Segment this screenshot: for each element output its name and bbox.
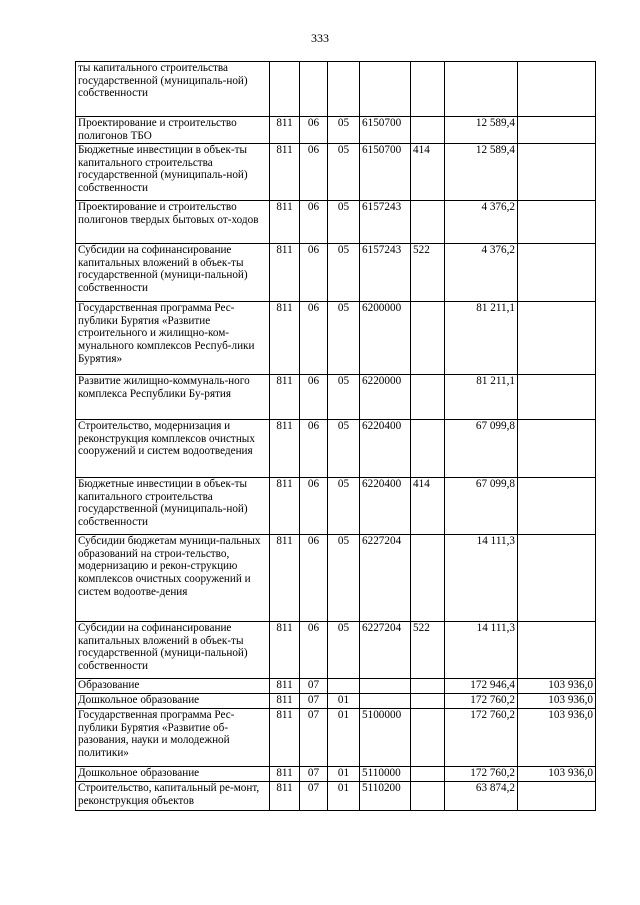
item-name-cell: ты капитального строительства государственной (муниципаль-ной) собственности xyxy=(76,62,270,117)
subsection-code-cell xyxy=(328,679,360,694)
item-name-cell: Строительство, капитальный ре-монт, реконструкция объектов xyxy=(76,782,270,811)
item-name-cell: Проектирование и строительство полигонов ТБО xyxy=(76,117,270,144)
section-code-cell: 07 xyxy=(300,694,328,709)
expense-type-cell xyxy=(411,302,445,375)
item-name-cell: Строительство, модернизация и реконструкция комплексов очистных сооружений и систем водоотведения xyxy=(76,420,270,478)
expense-type-cell: 414 xyxy=(411,144,445,201)
table-row xyxy=(76,767,596,782)
table-row xyxy=(76,535,596,622)
table-row xyxy=(76,62,596,117)
target-article-cell xyxy=(360,62,411,117)
section-code-cell: 06 xyxy=(300,375,328,420)
table-row xyxy=(76,375,596,420)
expense-type-cell: 414 xyxy=(411,478,445,535)
amount-cell: 4 376,2 xyxy=(445,201,518,244)
amount-secondary-cell: 103 936,0 xyxy=(518,694,596,709)
table-row xyxy=(76,420,596,478)
subsection-code-cell: 05 xyxy=(328,244,360,302)
item-name-cell: Бюджетные инвестиции в объек-ты капитального строительства государственной (муниципаль-ной) собственности xyxy=(76,144,270,201)
ministry-code-cell: 811 xyxy=(270,535,300,622)
amount-cell: 12 589,4 xyxy=(445,117,518,144)
target-article-cell: 6157243 xyxy=(360,244,411,302)
section-code-cell: 06 xyxy=(300,302,328,375)
amount-cell: 14 111,3 xyxy=(445,535,518,622)
expense-type-cell xyxy=(411,375,445,420)
amount-secondary-cell xyxy=(518,201,596,244)
item-name-cell: Государственная программа Рес-публики Бурятия «Развитие строительного и жилищно-ком-мунального комплексов Респуб-лики Бурятия» xyxy=(76,302,270,375)
expense-type-cell xyxy=(411,694,445,709)
item-name-cell: Субсидии бюджетам муници-пальных образований на строи-тельство, модернизацию и рекон-струкцию комплексов очистных сооружений и систем водоотве-дения xyxy=(76,535,270,622)
ministry-code-cell: 811 xyxy=(270,782,300,811)
subsection-code-cell: 05 xyxy=(328,201,360,244)
item-name-cell: Развитие жилищно-коммуналь-ного комплекса Республики Бу-рятия xyxy=(76,375,270,420)
target-article-cell: 6220400 xyxy=(360,478,411,535)
amount-cell: 63 874,2 xyxy=(445,782,518,811)
table-row xyxy=(76,709,596,767)
subsection-code-cell: 05 xyxy=(328,420,360,478)
ministry-code-cell: 811 xyxy=(270,622,300,679)
target-article-cell: 5100000 xyxy=(360,709,411,767)
item-name-cell: Дошкольное образование xyxy=(76,767,270,782)
table-row xyxy=(76,694,596,709)
ministry-code-cell: 811 xyxy=(270,375,300,420)
expense-type-cell xyxy=(411,117,445,144)
target-article-cell: 6200000 xyxy=(360,302,411,375)
table-row xyxy=(76,144,596,201)
ministry-code-cell: 811 xyxy=(270,767,300,782)
table-row xyxy=(76,244,596,302)
expense-type-cell xyxy=(411,679,445,694)
amount-secondary-cell xyxy=(518,244,596,302)
amount-secondary-cell xyxy=(518,62,596,117)
subsection-code-cell: 05 xyxy=(328,535,360,622)
section-code-cell: 06 xyxy=(300,535,328,622)
section-code-cell: 07 xyxy=(300,782,328,811)
expense-type-cell: 522 xyxy=(411,622,445,679)
ministry-code-cell: 811 xyxy=(270,302,300,375)
ministry-code-cell: 811 xyxy=(270,201,300,244)
amount-cell: 172 760,2 xyxy=(445,767,518,782)
subsection-code-cell: 05 xyxy=(328,302,360,375)
section-code-cell: 06 xyxy=(300,144,328,201)
expense-type-cell xyxy=(411,420,445,478)
section-code-cell: 06 xyxy=(300,117,328,144)
amount-cell: 81 211,1 xyxy=(445,375,518,420)
item-name-cell: Образование xyxy=(76,679,270,694)
amount-secondary-cell xyxy=(518,535,596,622)
section-code-cell: 06 xyxy=(300,201,328,244)
amount-secondary-cell xyxy=(518,622,596,679)
expense-type-cell xyxy=(411,201,445,244)
amount-secondary-cell xyxy=(518,302,596,375)
item-name-cell: Дошкольное образование xyxy=(76,694,270,709)
table-row xyxy=(76,622,596,679)
subsection-code-cell: 01 xyxy=(328,767,360,782)
target-article-cell: 6220000 xyxy=(360,375,411,420)
target-article-cell xyxy=(360,679,411,694)
amount-cell: 67 099,8 xyxy=(445,420,518,478)
target-article-cell: 5110200 xyxy=(360,782,411,811)
amount-cell: 172 760,2 xyxy=(445,709,518,767)
subsection-code-cell: 05 xyxy=(328,117,360,144)
table-row xyxy=(76,117,596,144)
amount-secondary-cell xyxy=(518,478,596,535)
ministry-code-cell: 811 xyxy=(270,478,300,535)
ministry-code-cell: 811 xyxy=(270,679,300,694)
amount-secondary-cell: 103 936,0 xyxy=(518,709,596,767)
amount-cell: 81 211,1 xyxy=(445,302,518,375)
subsection-code-cell: 05 xyxy=(328,622,360,679)
subsection-code-cell: 05 xyxy=(328,144,360,201)
ministry-code-cell xyxy=(270,62,300,117)
page-number: 333 xyxy=(311,31,329,45)
expense-type-cell xyxy=(411,709,445,767)
section-code-cell: 06 xyxy=(300,244,328,302)
section-code-cell: 06 xyxy=(300,420,328,478)
item-name-cell: Проектирование и строительство полигонов твердых бытовых от-ходов xyxy=(76,201,270,244)
amount-secondary-cell: 103 936,0 xyxy=(518,767,596,782)
section-code-cell: 06 xyxy=(300,622,328,679)
target-article-cell xyxy=(360,694,411,709)
amount-secondary-cell xyxy=(518,420,596,478)
table-row xyxy=(76,201,596,244)
item-name-cell: Государственная программа Рес-публики Бурятия «Развитие об-разования, науки и молодежной политики» xyxy=(76,709,270,767)
amount-secondary-cell: 103 936,0 xyxy=(518,679,596,694)
amount-secondary-cell xyxy=(518,117,596,144)
target-article-cell: 6227204 xyxy=(360,622,411,679)
section-code-cell: 07 xyxy=(300,767,328,782)
expense-type-cell xyxy=(411,535,445,622)
target-article-cell: 6227204 xyxy=(360,535,411,622)
expense-type-cell xyxy=(411,782,445,811)
item-name-cell: Субсидии на софинансирование капитальных вложений в объек-ты государственной (муници-пальной) собственности xyxy=(76,244,270,302)
item-name-cell: Субсидии на софинансирование капитальных вложений в объек-ты государственной (муници-пальной) собственности xyxy=(76,622,270,679)
target-article-cell: 6150700 xyxy=(360,117,411,144)
ministry-code-cell: 811 xyxy=(270,117,300,144)
amount-cell: 67 099,8 xyxy=(445,478,518,535)
amount-cell: 4 376,2 xyxy=(445,244,518,302)
expense-type-cell xyxy=(411,767,445,782)
table-row xyxy=(76,782,596,811)
section-code-cell: 06 xyxy=(300,478,328,535)
section-code-cell xyxy=(300,62,328,117)
item-name-cell: Бюджетные инвестиции в объек-ты капитального строительства государственной (муниципаль-ной) собственности xyxy=(76,478,270,535)
target-article-cell: 6220400 xyxy=(360,420,411,478)
amount-cell: 172 946,4 xyxy=(445,679,518,694)
amount-cell: 172 760,2 xyxy=(445,694,518,709)
expense-type-cell xyxy=(411,62,445,117)
subsection-code-cell: 01 xyxy=(328,782,360,811)
subsection-code-cell: 05 xyxy=(328,478,360,535)
amount-cell xyxy=(445,62,518,117)
target-article-cell: 6157243 xyxy=(360,201,411,244)
ministry-code-cell: 811 xyxy=(270,709,300,767)
ministry-code-cell: 811 xyxy=(270,694,300,709)
subsection-code-cell: 01 xyxy=(328,709,360,767)
amount-secondary-cell xyxy=(518,782,596,811)
amount-cell: 12 589,4 xyxy=(445,144,518,201)
expense-type-cell: 522 xyxy=(411,244,445,302)
subsection-code-cell: 05 xyxy=(328,375,360,420)
table-row xyxy=(76,302,596,375)
section-code-cell: 07 xyxy=(300,679,328,694)
subsection-code-cell: 01 xyxy=(328,694,360,709)
table-row xyxy=(76,679,596,694)
target-article-cell: 6150700 xyxy=(360,144,411,201)
section-code-cell: 07 xyxy=(300,709,328,767)
amount-secondary-cell xyxy=(518,375,596,420)
amount-secondary-cell xyxy=(518,144,596,201)
ministry-code-cell: 811 xyxy=(270,244,300,302)
subsection-code-cell xyxy=(328,62,360,117)
amount-cell: 14 111,3 xyxy=(445,622,518,679)
table-row xyxy=(76,478,596,535)
target-article-cell: 5110000 xyxy=(360,767,411,782)
ministry-code-cell: 811 xyxy=(270,420,300,478)
budget-table xyxy=(75,61,596,811)
ministry-code-cell: 811 xyxy=(270,144,300,201)
